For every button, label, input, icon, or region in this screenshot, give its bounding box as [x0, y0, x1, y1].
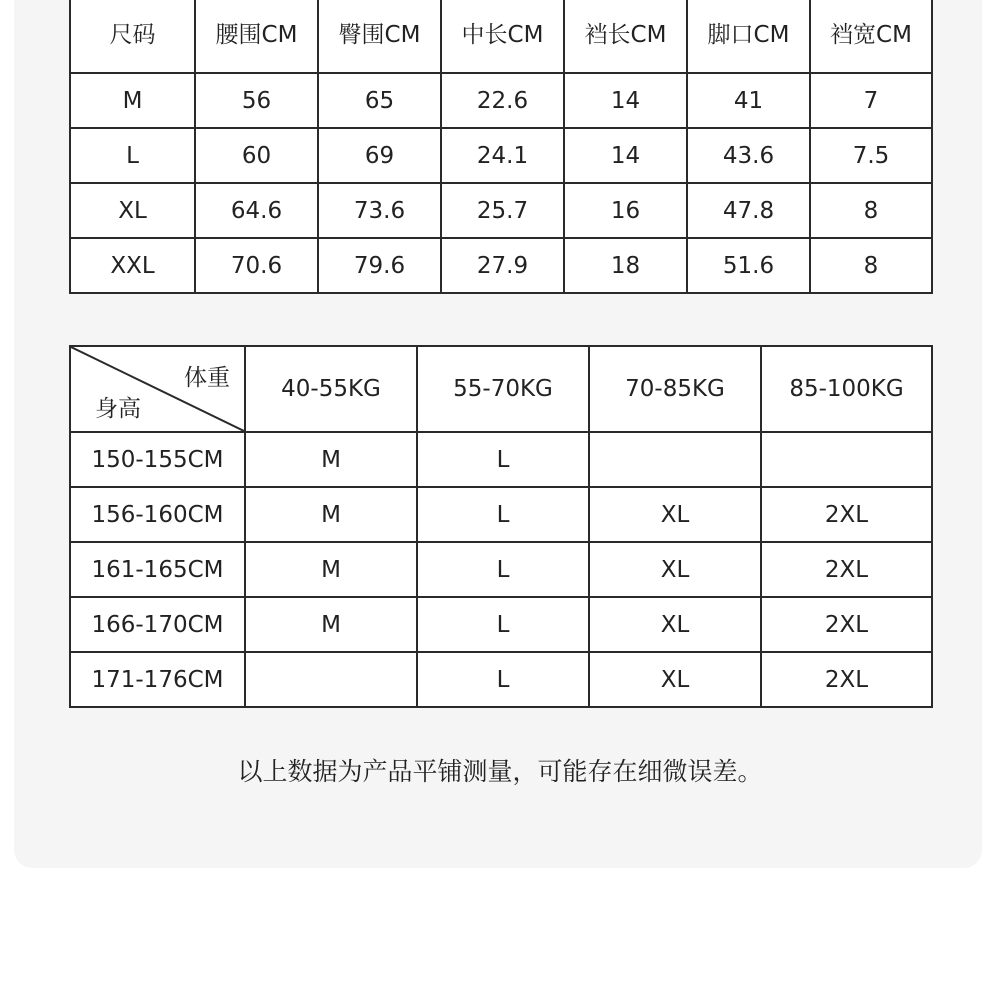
table-row — [70, 183, 932, 238]
table-cell: 7 — [810, 73, 932, 128]
table-row — [70, 238, 932, 293]
height-range-cell: 171-176CM — [70, 652, 245, 707]
table-cell: XL — [589, 597, 761, 652]
table-cell: XL — [589, 487, 761, 542]
table-cell: 64.6 — [195, 183, 318, 238]
header-cell: 中长CM — [441, 0, 564, 73]
table-row — [70, 652, 932, 707]
table-cell: 43.6 — [687, 128, 810, 183]
table-row — [70, 542, 932, 597]
table-cell: 41 — [687, 73, 810, 128]
table-cell: XL — [589, 652, 761, 707]
size-chart-table — [69, 0, 933, 294]
table-row — [70, 487, 932, 542]
table-cell: 51.6 — [687, 238, 810, 293]
header-cell: 臀围CM — [318, 0, 441, 73]
weight-label: 体重 — [184, 365, 230, 391]
recommendation-header-row — [70, 346, 932, 432]
table-cell — [245, 652, 417, 707]
table-cell: 56 — [195, 73, 318, 128]
table-cell: 14 — [564, 128, 687, 183]
table-row — [70, 128, 932, 183]
table-cell: L — [417, 542, 589, 597]
height-label: 身高 — [95, 396, 141, 422]
weight-header-cell: 55-70KG — [417, 346, 589, 432]
table-cell: L — [417, 487, 589, 542]
table-row — [70, 73, 932, 128]
table-row — [70, 597, 932, 652]
height-range-cell: 166-170CM — [70, 597, 245, 652]
table-cell: 79.6 — [318, 238, 441, 293]
weight-header-cell: 70-85KG — [589, 346, 761, 432]
table-cell: M — [245, 432, 417, 487]
table-cell: L — [417, 432, 589, 487]
header-cell: 裆长CM — [564, 0, 687, 73]
table-cell: M — [245, 487, 417, 542]
size-recommendation-table — [69, 345, 933, 708]
height-range-cell: 156-160CM — [70, 487, 245, 542]
table-cell: 14 — [564, 73, 687, 128]
table-cell: 70.6 — [195, 238, 318, 293]
weight-header-cell: 40-55KG — [245, 346, 417, 432]
table-cell: M — [245, 542, 417, 597]
table-cell: XXL — [70, 238, 195, 293]
table-cell: XL — [70, 183, 195, 238]
height-range-cell: 161-165CM — [70, 542, 245, 597]
header-cell: 尺码 — [70, 0, 195, 73]
weight-header-cell: 85-100KG — [761, 346, 932, 432]
table-cell — [761, 432, 932, 487]
table-cell: 18 — [564, 238, 687, 293]
table-cell — [589, 432, 761, 487]
height-range-cell: 150-155CM — [70, 432, 245, 487]
table-cell: L — [417, 652, 589, 707]
table-cell: 2XL — [761, 487, 932, 542]
table-cell: 25.7 — [441, 183, 564, 238]
measurement-disclaimer: 以上数据为产品平铺测量，可能存在细微误差。 — [237, 757, 763, 786]
table-cell: 65 — [318, 73, 441, 128]
table-cell: 69 — [318, 128, 441, 183]
diagonal-corner-cell — [70, 346, 245, 432]
table-cell: 8 — [810, 238, 932, 293]
table-cell: 27.9 — [441, 238, 564, 293]
table-cell: 73.6 — [318, 183, 441, 238]
table-cell: 24.1 — [441, 128, 564, 183]
table-cell: 16 — [564, 183, 687, 238]
header-cell: 脚口CM — [687, 0, 810, 73]
table-cell: 7.5 — [810, 128, 932, 183]
table-cell: 22.6 — [441, 73, 564, 128]
table-cell: 2XL — [761, 652, 932, 707]
table-cell: L — [417, 597, 589, 652]
table-cell: M — [245, 597, 417, 652]
table-cell: XL — [589, 542, 761, 597]
table-cell: 60 — [195, 128, 318, 183]
table-cell: 2XL — [761, 597, 932, 652]
table-cell: 47.8 — [687, 183, 810, 238]
table-row — [70, 432, 932, 487]
header-cell: 腰围CM — [195, 0, 318, 73]
size-chart-header-row — [70, 0, 932, 73]
table-cell: 2XL — [761, 542, 932, 597]
header-cell: 裆宽CM — [810, 0, 932, 73]
table-cell: L — [70, 128, 195, 183]
table-cell: 8 — [810, 183, 932, 238]
table-cell: M — [70, 73, 195, 128]
